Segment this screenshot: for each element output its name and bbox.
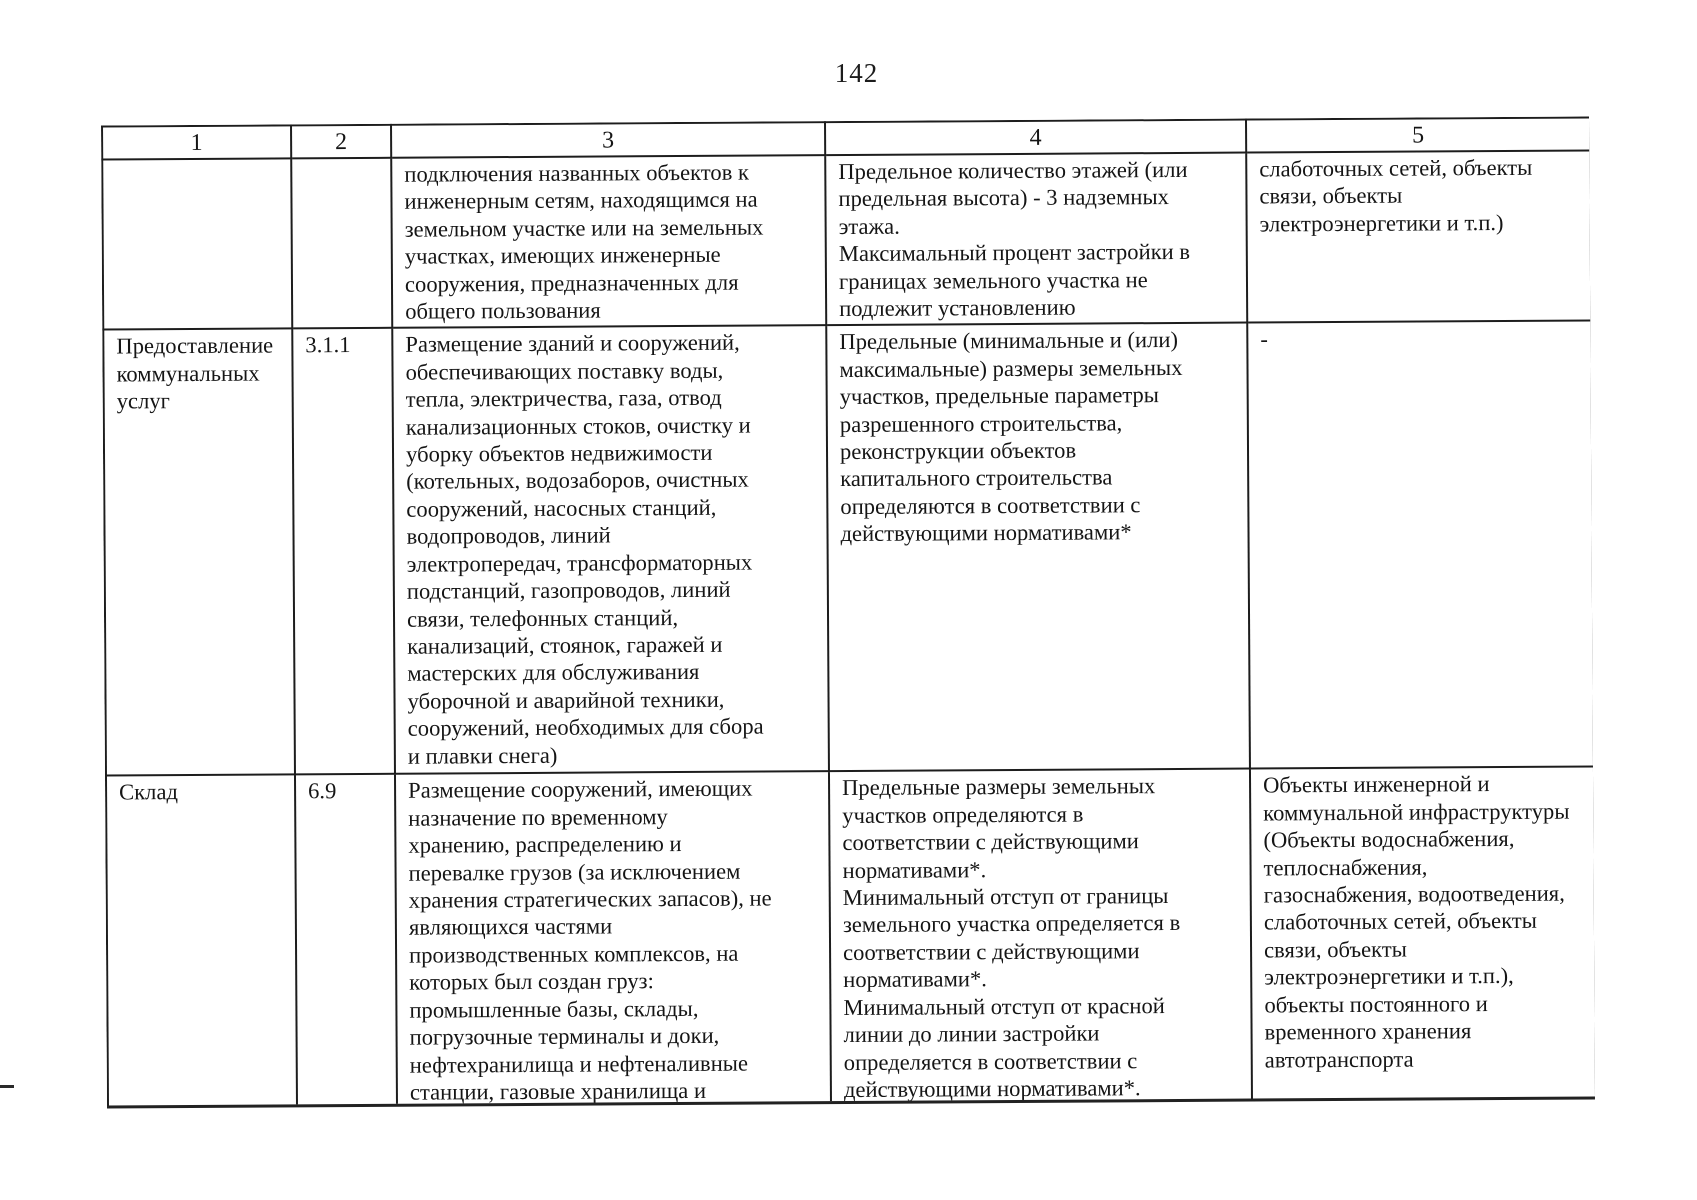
page-number: 142 xyxy=(834,58,879,88)
table-cell-use-name xyxy=(102,158,292,330)
cell-text: слаботочных сетей, объекты связи, объекты электроэнергетики и т.п.) xyxy=(1259,154,1533,237)
cell-text: Предельные размеры земельных участков определяются в соответствии с действующими нормативами*. Минимальный отступ от границы земельного участка определяется в соответствии с действующими нормативами*. Минимальный отступ от красной линии до линии застройки определяется в соответствии с действующими нормативами*. xyxy=(841,773,1181,1102)
column-header-1: 1 xyxy=(102,125,291,159)
table-cell-objects xyxy=(1247,321,1594,769)
cell-text: 6.9 xyxy=(308,778,337,804)
cell-text xyxy=(115,161,286,162)
cell-text: Объекты инженерной и коммунальной инфраструктуры (Объекты водоснабжения, теплоснабжения, газоснабжения, водоотведения, слаботочных сетей, объекты связи, объекты электроэнергетики и т.п.), объекты постоянного и временного хранения автотранспорта xyxy=(1262,771,1570,1072)
table-cell-objects xyxy=(1246,150,1591,323)
cell-text: подключения названных объектов к инженерным сетям, находящимся на земельном участке или на земельных участках, имеющих инженерные сооружения, предназначенных для общего пользования xyxy=(404,159,764,324)
zoning-table xyxy=(101,116,1595,1108)
cell-text: Предоставление коммунальных услуг xyxy=(116,332,274,414)
cell-text: Предельные (минимальные и (или) максимальные) размеры земельных участков, предельные параметры разрешенного строительства, реконструкции объектов капитального строительства определяются в соответствии с действующими нормативами* xyxy=(839,327,1183,547)
table-cell-description xyxy=(395,772,831,1109)
column-header-4: 4 xyxy=(825,120,1246,156)
table-cell-limits xyxy=(829,769,1252,1107)
table-cell-use-code xyxy=(292,328,395,775)
table-cell-use-name xyxy=(103,329,295,776)
table-row xyxy=(102,150,1591,330)
cell-text: - xyxy=(1260,326,1268,352)
cell-text: Склад xyxy=(119,779,179,805)
column-header-5: 5 xyxy=(1246,117,1590,152)
table-body xyxy=(102,117,1595,1108)
cell-text: 3.1.1 xyxy=(305,332,351,358)
cell-text: Предельное количество этажей (или предельная высота) - 3 надземных этажа. Максимальный процент застройки в границах земельного участка не подлежит установлению xyxy=(838,156,1191,322)
table-cell-limits xyxy=(826,323,1250,772)
table-row xyxy=(103,321,1594,776)
table-row xyxy=(106,767,1595,1109)
zoning-table-container xyxy=(101,116,1595,1108)
table-cell-description xyxy=(392,326,829,775)
table-cell-use-code xyxy=(291,158,392,329)
column-header-2: 2 xyxy=(291,125,391,159)
table-cell-limits xyxy=(825,153,1247,326)
table-cell-description xyxy=(391,155,826,328)
cell-text: Размещение зданий и сооружений, обеспечивающих поставку воды, тепла, электричества, газа, отвод канализационных стоков, очистку и уборку объектов недвижимости (котельных, водозаборов, очистных сооружений, насосных станций, водопроводов, линий электропередач, трансформаторных подстанций, газопроводов, линий связи, телефонных станций, канализаций, стоянок, гаражей и мастерских для обслуживания уборочной и аварийной техники, сооружений, необходимых для сбора и плавки снега) xyxy=(405,330,764,769)
table-cell-use-code xyxy=(295,774,397,1108)
scan-artifact-line xyxy=(0,1085,14,1088)
cell-text: Размещение сооружений, имеющих назначение по временному хранению, распределению и перевалке грузов (за исключением хранения стратегических запасов), не являющихся частями производственных комплексов, на которых был создан груз: промышленные базы, склады, погрузочные терминалы и доки, нефтехранилища и нефтеналивные станции, газовые хранилища и xyxy=(408,776,772,1105)
table-cell-objects xyxy=(1250,767,1595,1104)
cell-text xyxy=(304,161,386,162)
column-header-3: 3 xyxy=(391,122,825,158)
table-cell-use-name xyxy=(106,775,297,1109)
